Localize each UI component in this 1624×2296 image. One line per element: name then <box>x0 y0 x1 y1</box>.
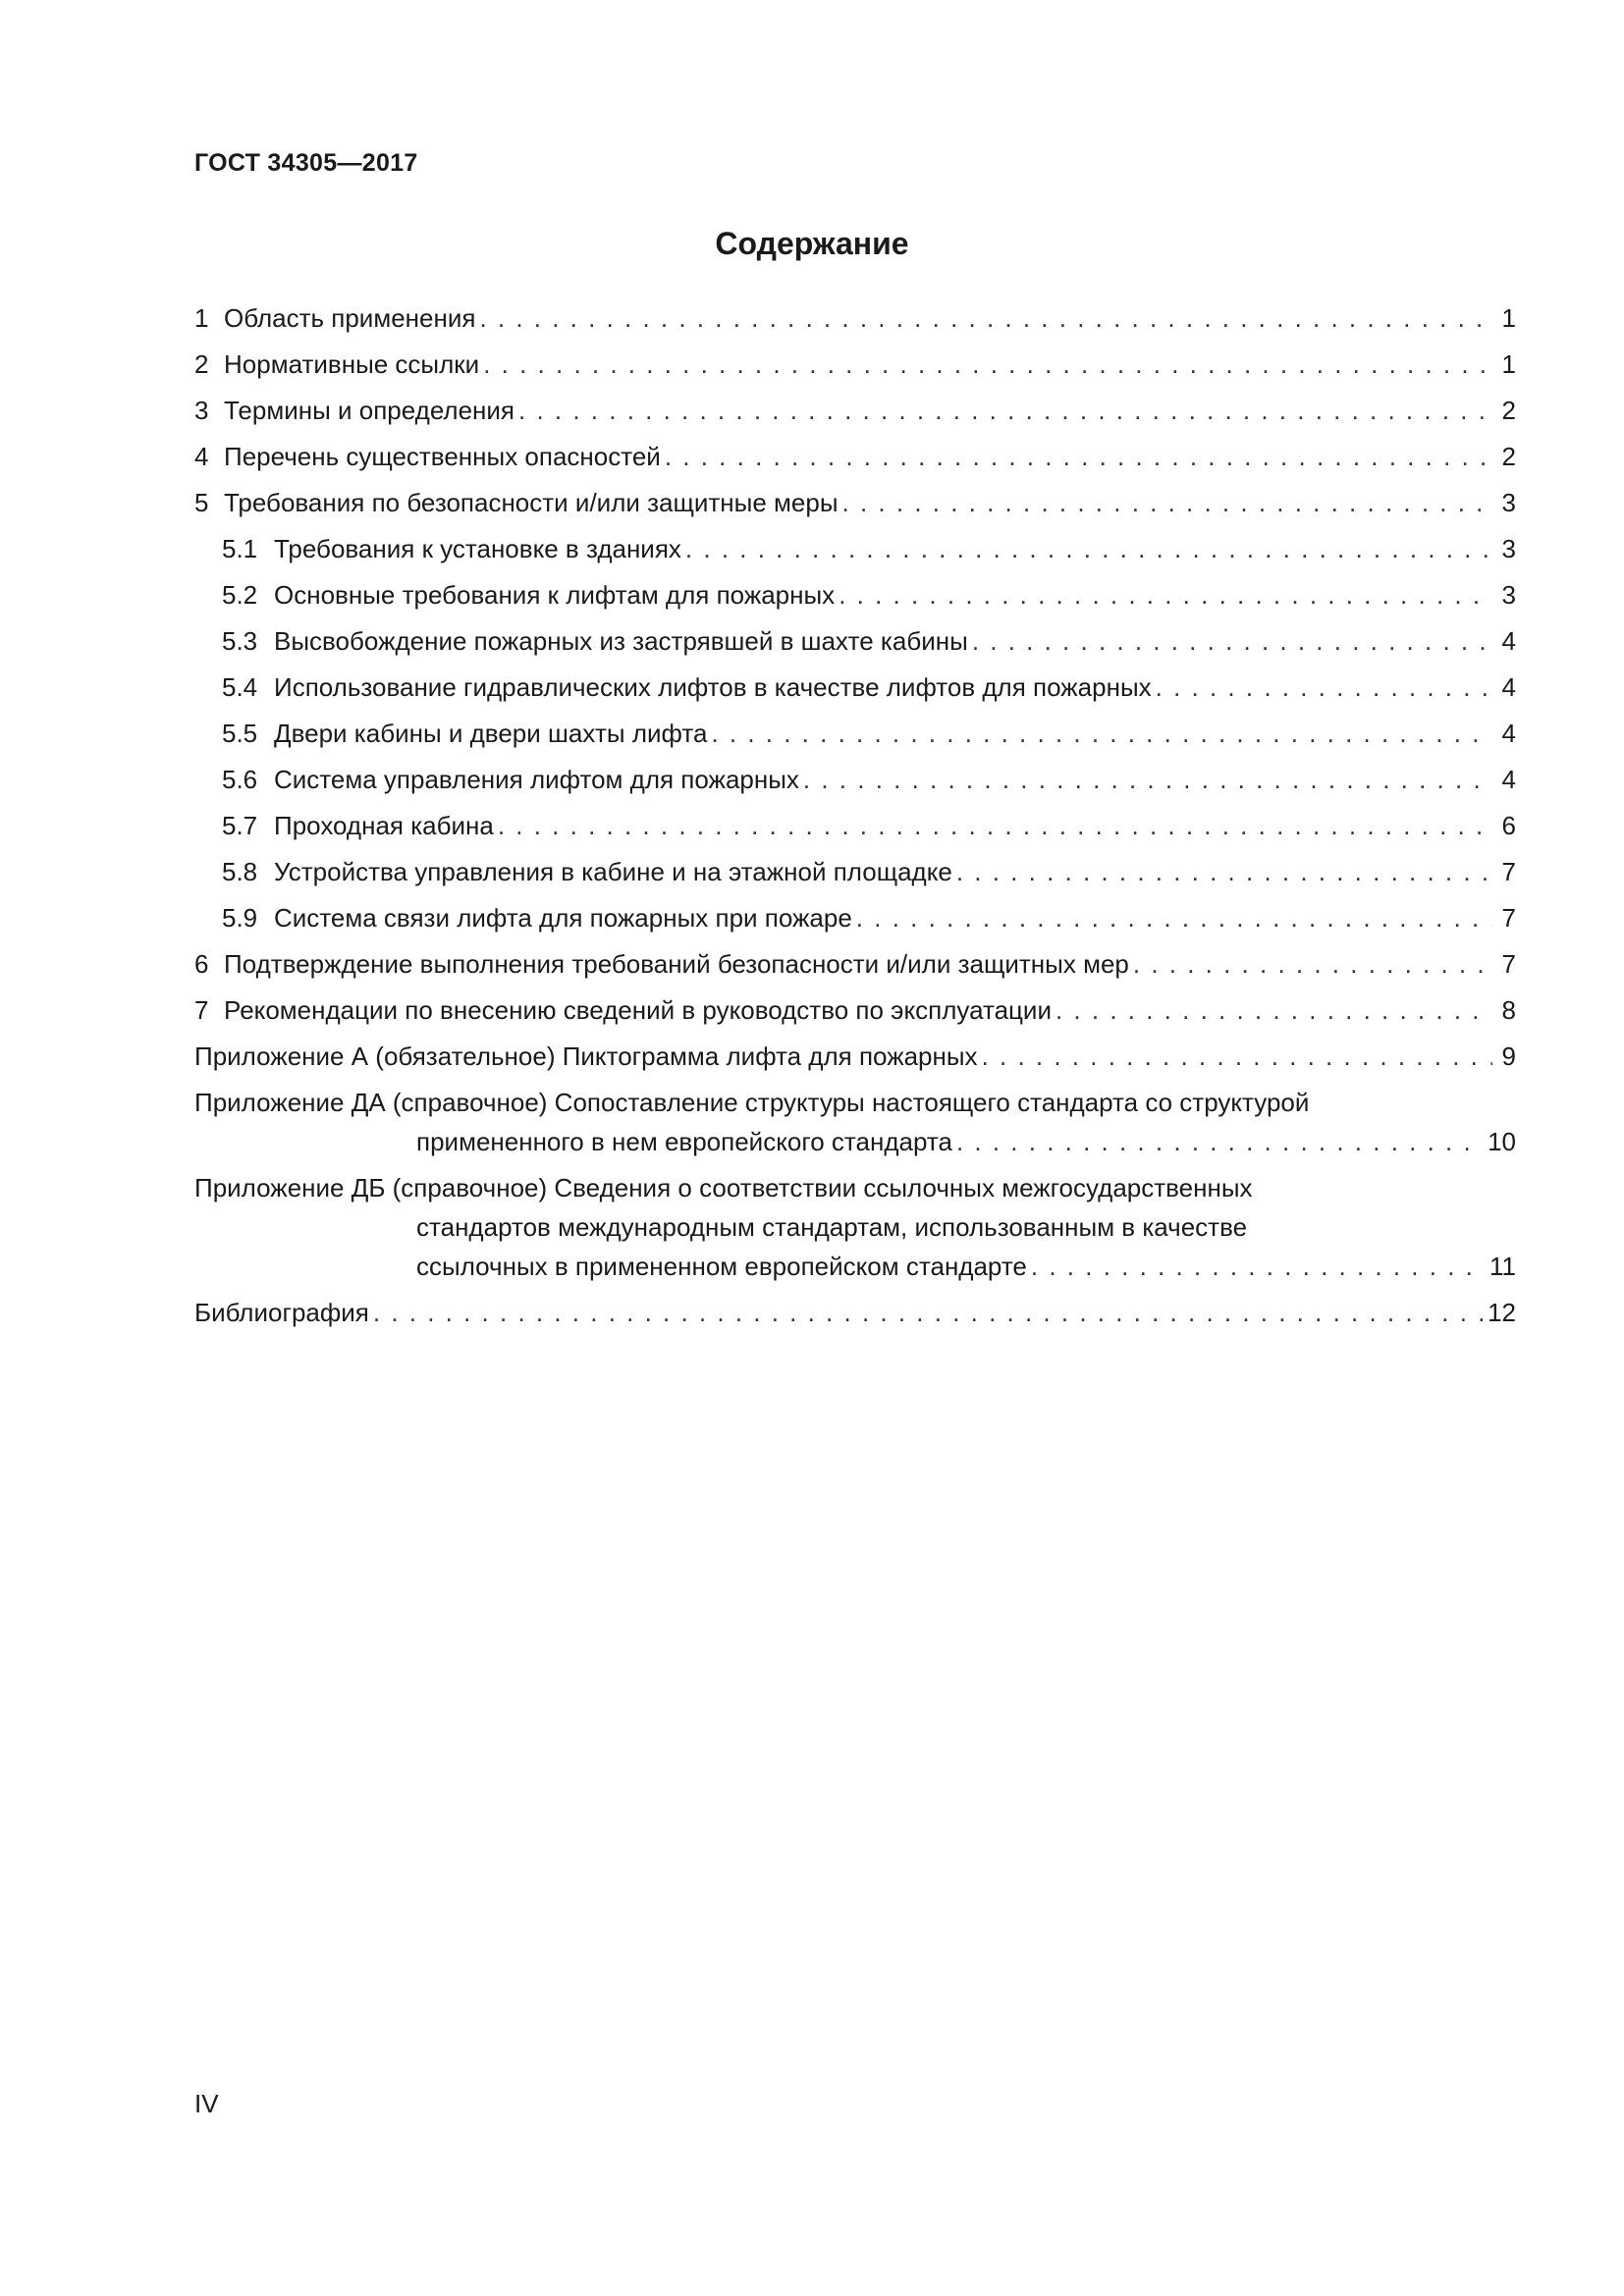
dot-leader <box>685 529 1492 568</box>
toc-entry-title: Требования к установке в зданиях <box>274 534 681 563</box>
toc-entry-title: Перечень существенных опасностей <box>224 442 661 471</box>
toc-entry-page: 12 <box>1488 1298 1516 1327</box>
toc-entry-title: Рекомендации по внесению сведений в руководство по эксплуатации <box>224 995 1052 1025</box>
toc-entry-5-8[interactable] <box>194 852 1516 891</box>
toc-entry-page: 4 <box>1501 765 1516 794</box>
toc-entry-page: 3 <box>1501 534 1516 563</box>
toc-entry-title: Нормативные ссылки <box>224 349 480 379</box>
toc-entry-number: 5.5 <box>222 719 258 748</box>
dot-leader <box>498 806 1492 845</box>
dot-leader <box>856 898 1492 937</box>
toc-entry-1[interactable] <box>194 298 1516 338</box>
toc-entry-5-2[interactable] <box>194 575 1516 614</box>
toc-entry-title: Подтверждение выполнения требований безопасности и/или защитных мер <box>224 949 1129 979</box>
toc-entry-title-line: примененного в нем европейского стандарта <box>416 1127 952 1156</box>
toc-entry-page: 7 <box>1501 903 1516 933</box>
dot-leader <box>1056 990 1492 1030</box>
dot-leader <box>1156 667 1492 707</box>
toc-entry-page: 1 <box>1501 349 1516 379</box>
document-code: ГОСТ 34305—2017 <box>194 149 418 177</box>
toc-entry-title-line: ссылочных в примененном европейском стандарте <box>416 1252 1027 1281</box>
toc-annex-da[interactable] <box>194 1083 1516 1161</box>
toc-entry-title: Система управления лифтом для пожарных <box>274 765 799 794</box>
toc-entry-title-line: стандартов международным стандартам, использованным в качестве <box>416 1212 1248 1242</box>
toc-entry-title: Термины и определения <box>224 396 515 425</box>
toc-entry-page: 11 <box>1489 1252 1516 1281</box>
toc-entry-title: Библиография <box>194 1298 369 1327</box>
toc-entry-5-7[interactable] <box>194 806 1516 845</box>
toc-entry-number: 5.4 <box>222 672 258 702</box>
toc-entry-number: 2 <box>194 349 209 379</box>
toc-entry-title: Двери кабины и двери шахты лифта <box>274 719 708 748</box>
toc-entry-5-4[interactable] <box>194 667 1516 707</box>
dot-leader <box>711 714 1492 753</box>
toc-entry-title: Проходная кабина <box>274 811 494 840</box>
dot-leader <box>483 345 1492 384</box>
toc-entry-number: 5 <box>194 488 209 517</box>
toc-entry-number: 5.8 <box>222 857 258 886</box>
toc-entry-number: 1 <box>194 303 209 333</box>
toc-entry-5-1[interactable] <box>194 529 1516 568</box>
toc-entry-page: 9 <box>1501 1041 1516 1071</box>
toc-entry-page: 7 <box>1501 949 1516 979</box>
toc-title: Содержание <box>715 226 909 261</box>
toc-entry-page: 1 <box>1501 303 1516 333</box>
dot-leader <box>956 1122 1484 1161</box>
toc-entry-5-9[interactable] <box>194 898 1516 937</box>
toc-entry-page: 3 <box>1501 488 1516 517</box>
toc-entry-4[interactable] <box>194 437 1516 476</box>
toc-annex-db[interactable] <box>194 1168 1516 1286</box>
toc-entry-page: 10 <box>1488 1127 1516 1156</box>
toc-entry-number: 5.6 <box>222 765 258 794</box>
toc-entry-title: Область применения <box>224 303 476 333</box>
dot-leader <box>1133 944 1492 984</box>
toc-entry-title: Система связи лифта для пожарных при пожаре <box>274 903 852 933</box>
toc-entry-number: 5.7 <box>222 811 258 840</box>
toc-entry-title-line: Приложение ДА (справочное) Сопоставление структуры настоящего стандарта со структурой <box>194 1088 1310 1117</box>
toc-entry-page: 6 <box>1501 811 1516 840</box>
dot-leader <box>665 437 1492 476</box>
toc-entry-5-3[interactable] <box>194 621 1516 661</box>
toc-entry-page: 4 <box>1501 672 1516 702</box>
toc-entry-3[interactable] <box>194 391 1516 430</box>
dot-leader <box>803 760 1492 799</box>
dot-leader <box>479 298 1492 338</box>
dot-leader <box>839 575 1492 614</box>
dot-leader <box>982 1037 1492 1076</box>
toc-annex-a[interactable] <box>194 1037 1516 1076</box>
toc-entry-page: 7 <box>1501 857 1516 886</box>
toc-entry-title: Устройства управления в кабине и на этажной площадке <box>274 857 952 886</box>
toc-entry-number: 5.2 <box>222 580 258 610</box>
toc-entry-5-6[interactable] <box>194 760 1516 799</box>
toc-entry-number: 3 <box>194 396 209 425</box>
toc-entry-5[interactable] <box>194 483 1516 522</box>
toc-entry-number: 5.1 <box>222 534 258 563</box>
dot-leader <box>1031 1247 1486 1286</box>
toc-entry-number: 5.9 <box>222 903 258 933</box>
toc-entry-page: 2 <box>1501 396 1516 425</box>
toc-entry-5-5[interactable] <box>194 714 1516 753</box>
toc-entry-page: 3 <box>1501 580 1516 610</box>
toc-entry-page: 2 <box>1501 442 1516 471</box>
toc-entry-number: 6 <box>194 949 209 979</box>
toc-entry-title: Требования по безопасности и/или защитные меры <box>224 488 839 517</box>
toc-entry-title: Основные требования к лифтам для пожарных <box>274 580 836 610</box>
dot-leader <box>972 621 1492 661</box>
toc-entry-page: 4 <box>1501 719 1516 748</box>
dot-leader <box>373 1293 1484 1332</box>
toc-entry-2[interactable] <box>194 345 1516 384</box>
toc-entry-number: 7 <box>194 995 209 1025</box>
toc-entry-title: Высвобождение пожарных из застрявшей в шахте кабины <box>274 626 968 656</box>
toc-entry-title: Приложение А (обязательное) Пиктограмма лифта для пожарных <box>194 1041 978 1071</box>
toc-entry-number: 4 <box>194 442 209 471</box>
toc-entry-6[interactable] <box>194 944 1516 984</box>
toc-entry-page: 4 <box>1501 626 1516 656</box>
dot-leader <box>956 852 1492 891</box>
toc-entry-title-line: Приложение ДБ (справочное) Сведения о соответствии ссылочных межгосударственных <box>194 1173 1253 1202</box>
toc-bibliography[interactable] <box>194 1293 1516 1332</box>
page-number: IV <box>194 2089 219 2118</box>
toc-entry-title: Использование гидравлических лифтов в качестве лифтов для пожарных <box>274 672 1152 702</box>
toc-entry-page: 8 <box>1501 995 1516 1025</box>
dot-leader <box>518 391 1492 430</box>
dot-leader <box>842 483 1492 522</box>
table-of-contents <box>194 298 1516 1339</box>
toc-entry-number: 5.3 <box>222 626 258 656</box>
toc-entry-7[interactable] <box>194 990 1516 1030</box>
